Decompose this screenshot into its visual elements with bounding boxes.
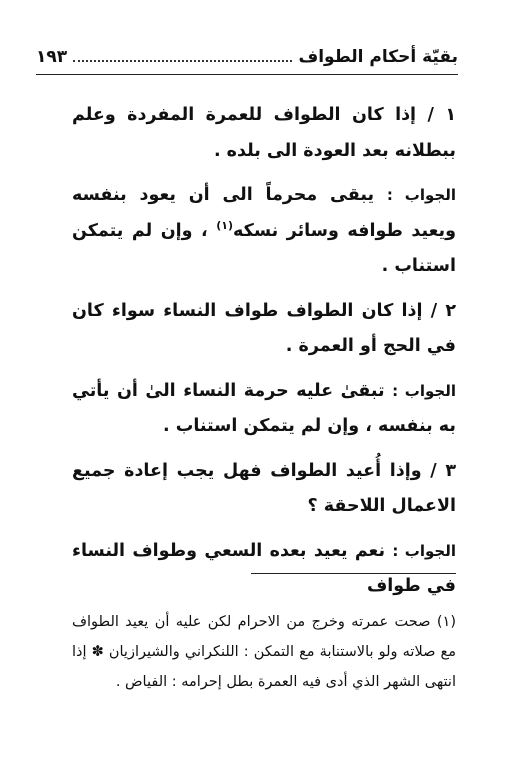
answer-label: الجواب : bbox=[392, 541, 456, 560]
question-3: ٣ / وإذا أُعيد الطواف فهل يجب إعادة جميع الاعمال اللاحقة ؟ bbox=[72, 460, 456, 516]
running-header bbox=[36, 40, 458, 75]
answer-text: نعم يعيد بعده السعي وطواف النساء في طواف bbox=[72, 540, 456, 596]
question-1: ١ / إذا كان الطواف للعمرة المفردة وعلم ببطلانه بعد العودة الى بلده . bbox=[72, 105, 456, 161]
footnote: (١) صحت عمرته وخرج من الاحرام لكن عليه أن يعيد الطواف مع صلاته ولو بالاستنابة مع التمكن : اللنكراني والشيرازيان ✽ إذا انتهى الشهر الذي أدى فيه العمرة بطل إحرامه : الفياض . bbox=[72, 613, 456, 690]
answer-3 bbox=[72, 534, 456, 605]
main-text bbox=[72, 98, 456, 614]
dot-leader bbox=[73, 60, 292, 62]
answer-text: يبقى محرماً الى أن يعود بنفسه ويعيد طوافه وسائر نسكه bbox=[72, 185, 457, 241]
answer-text: تبقىٰ عليه حرمة النساء الىٰ أن يأتي به بنفسه ، وإن لم يتمكن استناب . bbox=[72, 380, 456, 436]
answer-text-end: ، وإن لم يتمكن استناب . bbox=[72, 220, 456, 276]
question-2: ٢ / إذا كان الطواف طواف النساء سواء كان في الحج أو العمرة . bbox=[72, 300, 456, 356]
footnote-reference: (١) bbox=[216, 218, 234, 232]
page-number: ١٩٣ bbox=[36, 47, 68, 67]
answer-label: الجواب : bbox=[392, 381, 456, 400]
chapter-title: بقيّة أحكام الطواف bbox=[298, 47, 458, 67]
footnote-divider bbox=[251, 573, 456, 574]
answer-2 bbox=[72, 374, 456, 445]
answer-label: الجواب : bbox=[386, 186, 456, 204]
answer-1 bbox=[72, 178, 456, 285]
